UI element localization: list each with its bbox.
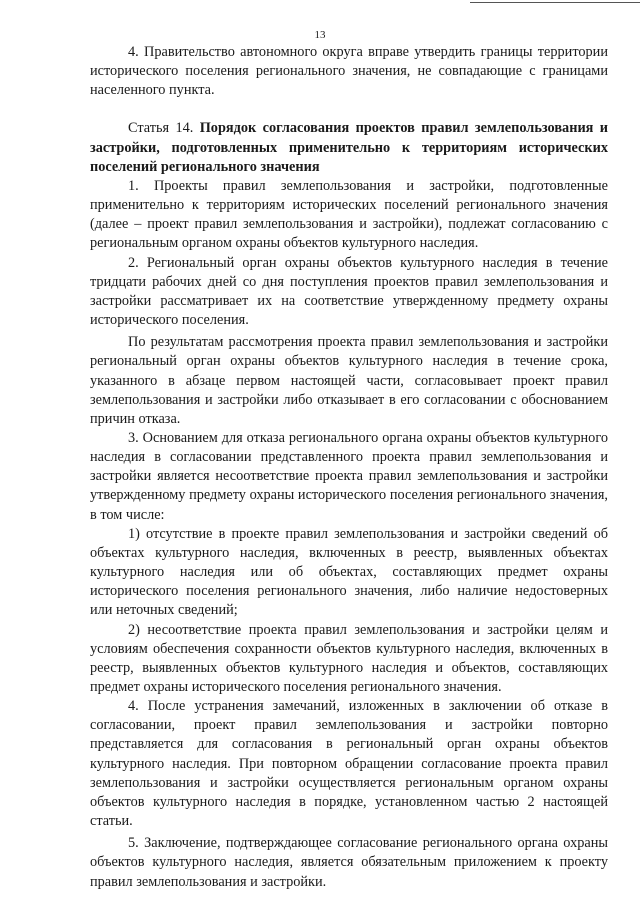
page-number: 13 [314, 29, 326, 41]
article-title: Порядок согласования проектов правил землепользования и застройки, подготовленных применительно к территориям исторических поселений регионального значения [90, 120, 609, 175]
paragraph-part-4: 4. После устранения замечаний, изложенных в заключении об отказе в согласовании, проект правил землепользования и застройки повторно представляется для согласования в региональный орган охраны объектов культурного наследия. При повторном обращении согласование проекта правил землепользования и застройки осуществляется региональным органом охраны объектов культурного наследия в порядке, установленном частью 2 настоящей статьи. [90, 698, 608, 830]
paragraph-part-2-result: По результатам рассмотрения проекта правил землепользования и застройки региональный орган охраны объектов культурного наследия в течение срока, указанного в абзаце первом настоящей части, согласовывает проект правил землепользования и застройки либо отказывает в его согласовании с обоснованием причин отказа. [90, 334, 608, 427]
article-heading [90, 119, 608, 176]
paragraph-part-1: 1. Проекты правил землепользования и застройки, подготовленные применительно к территориям исторических поселений регионального значения (далее – проект правил землепользования и застройки), подлежат согласованию с региональным органом охраны объектов культурного наследия. [90, 177, 608, 252]
paragraph-item-1: 1) отсутствие в проекте правил землепользования и застройки сведений об объектах культурного наследия, включенных в реестр, выявленных объектах культурного наследия или об объектах, составляющих предмет охраны исторического поселения регионального значения, либо наличие недостоверных или неточных сведений; [90, 525, 608, 619]
paragraph-part-3: 3. Основанием для отказа регионального органа охраны объектов культурного наследия в согласовании представленного проекта правил землепользования и застройки является несоответствие проекта правил землепользования и застройки утвержденному предмету охраны исторического поселения регионального значения, в том числе: [90, 429, 608, 523]
paragraph-part-2: 2. Региональный орган охраны объектов культурного наследия в течение тридцати рабочих дней со дня поступления проектов правил землепользования и застройки рассматривает их на соответствие утвержденному предмету охраны исторического поселения. [90, 254, 608, 329]
document-body [90, 43, 608, 892]
article-label: Статья 14. [128, 120, 194, 137]
intro-paragraph: 4. Правительство автономного округа вправе утвердить границы территории исторического поселения регионального значения, не совпадающие с границами населенного пункта. [90, 44, 608, 99]
top-rule-divider [470, 2, 640, 3]
paragraph-item-2: 2) несоответствие проекта правил землепользования и застройки целям и условиям обеспечения сохранности объектов культурного наследия, включенных в реестр, выявленных объектов культурного наследия и объектов, составляющих предмет охраны исторического поселения регионального значения. [90, 621, 608, 695]
paragraph-part-5: 5. Заключение, подтверждающее согласование регионального органа охраны объектов культурного наследия, является обязательным приложением к проекту правил землепользования и застройки. [90, 835, 608, 890]
